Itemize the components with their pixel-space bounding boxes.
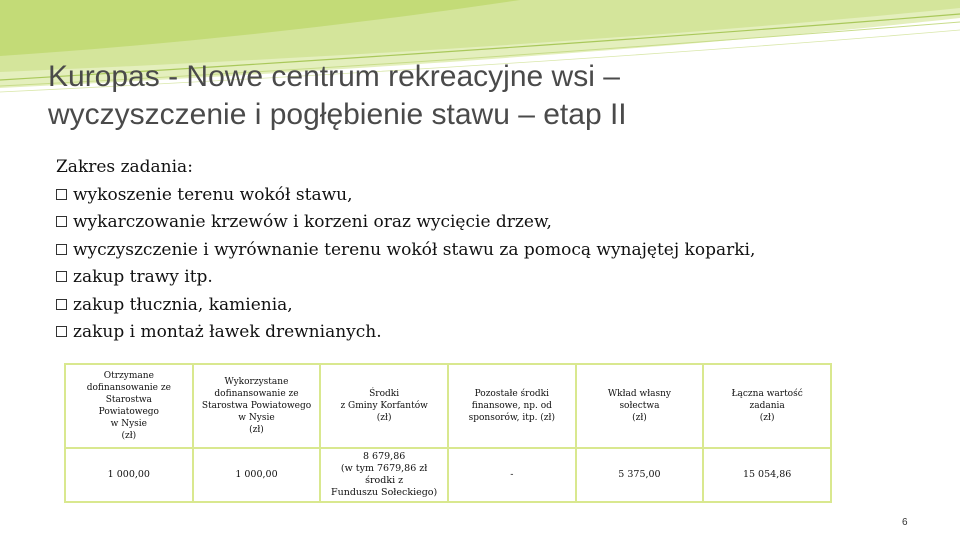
cell-line: sołectwa — [619, 401, 660, 411]
list-item — [56, 319, 916, 347]
cell-line: (w tym 7679,86 zł środki z — [340, 463, 428, 486]
cell-line: 8 679,86 — [362, 451, 406, 462]
slide-title-line: Kuropas - Nowe centrum rekreacyjne wsi – — [48, 60, 620, 93]
list-item-text: zakup trawy itp. — [73, 267, 213, 287]
list-item — [56, 264, 916, 292]
cell-line: - — [510, 469, 514, 480]
list-item-text: zakup tłucznia, kamienia, — [73, 294, 293, 315]
cell-line: 1 000,00 — [107, 469, 150, 480]
slide-title — [48, 58, 928, 134]
cell-line: Powiatowego — [98, 407, 159, 417]
list-item — [56, 182, 916, 210]
header-cell-used-funding — [193, 364, 321, 448]
task-scope-heading: Zakres zadania: — [56, 157, 193, 177]
checkbox-bullet-icon — [56, 244, 67, 255]
cell-line: Starostwa Powiatowego — [201, 401, 312, 411]
table-header-row — [65, 364, 831, 448]
cell-line: Łączna wartość — [731, 389, 803, 399]
value-cell-total-value — [703, 448, 831, 502]
cell-line: (zł) — [121, 431, 137, 441]
list-item-text: wykoszenie terenu wokół stawu, — [73, 184, 353, 205]
page-number: 6 — [902, 517, 908, 528]
table-row — [65, 448, 831, 502]
cell-line: sponsorów, itp. (zł) — [468, 413, 555, 423]
value-cell-own-contribution — [576, 448, 704, 502]
header-cell-municipality-funds — [320, 364, 448, 448]
checkbox-bullet-icon — [56, 189, 67, 200]
cell-line: w Nysie — [238, 413, 275, 423]
cell-line: zadania — [749, 401, 785, 411]
header-cell-other-funds — [448, 364, 576, 448]
checkbox-bullet-icon — [56, 216, 67, 227]
value-cell-municipality-funds — [320, 448, 448, 502]
checkbox-bullet-icon — [56, 299, 67, 310]
cell-line: (zł) — [632, 413, 647, 423]
cell-line: Wkład własny — [607, 389, 671, 399]
cell-line: Otrzymane — [103, 371, 154, 381]
cell-line: (zł) — [376, 413, 392, 423]
list-item-text: zakup i montaż ławek drewnianych. — [73, 322, 382, 342]
checkbox-bullet-icon — [56, 326, 67, 337]
cell-line: Pozostałe środki — [474, 389, 549, 399]
list-item-text: wyczyszczenie i wyrównanie terenu wokół stawu za pomocą wynajętej koparki, — [73, 239, 756, 260]
cell-line: dofinansowanie ze — [86, 383, 171, 393]
list-item — [56, 237, 916, 265]
cell-line: Wykorzystane — [224, 377, 289, 387]
cell-line: Środki — [369, 389, 400, 399]
cell-line: (zł) — [249, 425, 264, 435]
cell-line: 1 000,00 — [235, 469, 278, 480]
slide-title-line: wyczyszczenie i pogłębienie stawu – etap II — [48, 98, 627, 131]
list-item-text: wykarczowanie krzewów i korzeni oraz wycięcie drzew, — [73, 212, 552, 232]
cell-line: z Gminy Korfantów — [340, 401, 428, 411]
header-cell-total-value — [703, 364, 831, 448]
cell-line: 15 054,86 — [742, 469, 792, 480]
cell-line: 5 375,00 — [618, 469, 661, 480]
list-item — [56, 292, 916, 320]
cell-line: finansowe, np. od — [471, 401, 552, 411]
checkbox-bullet-icon — [56, 271, 67, 282]
value-cell-used-funding — [193, 448, 321, 502]
cell-line: Starostwa — [105, 395, 152, 405]
task-scope — [56, 154, 916, 347]
funding-table — [64, 363, 832, 503]
value-cell-other-funds — [448, 448, 576, 502]
cell-line: w Nysie — [110, 419, 147, 429]
value-cell-received-funding — [65, 448, 193, 502]
cell-line: (zł) — [759, 413, 775, 423]
cell-line: dofinansowanie ze — [214, 389, 299, 399]
list-item — [56, 209, 916, 237]
header-cell-own-contribution — [576, 364, 704, 448]
cell-line: Funduszu Sołeckiego) — [331, 487, 438, 498]
header-cell-received-funding — [65, 364, 193, 448]
